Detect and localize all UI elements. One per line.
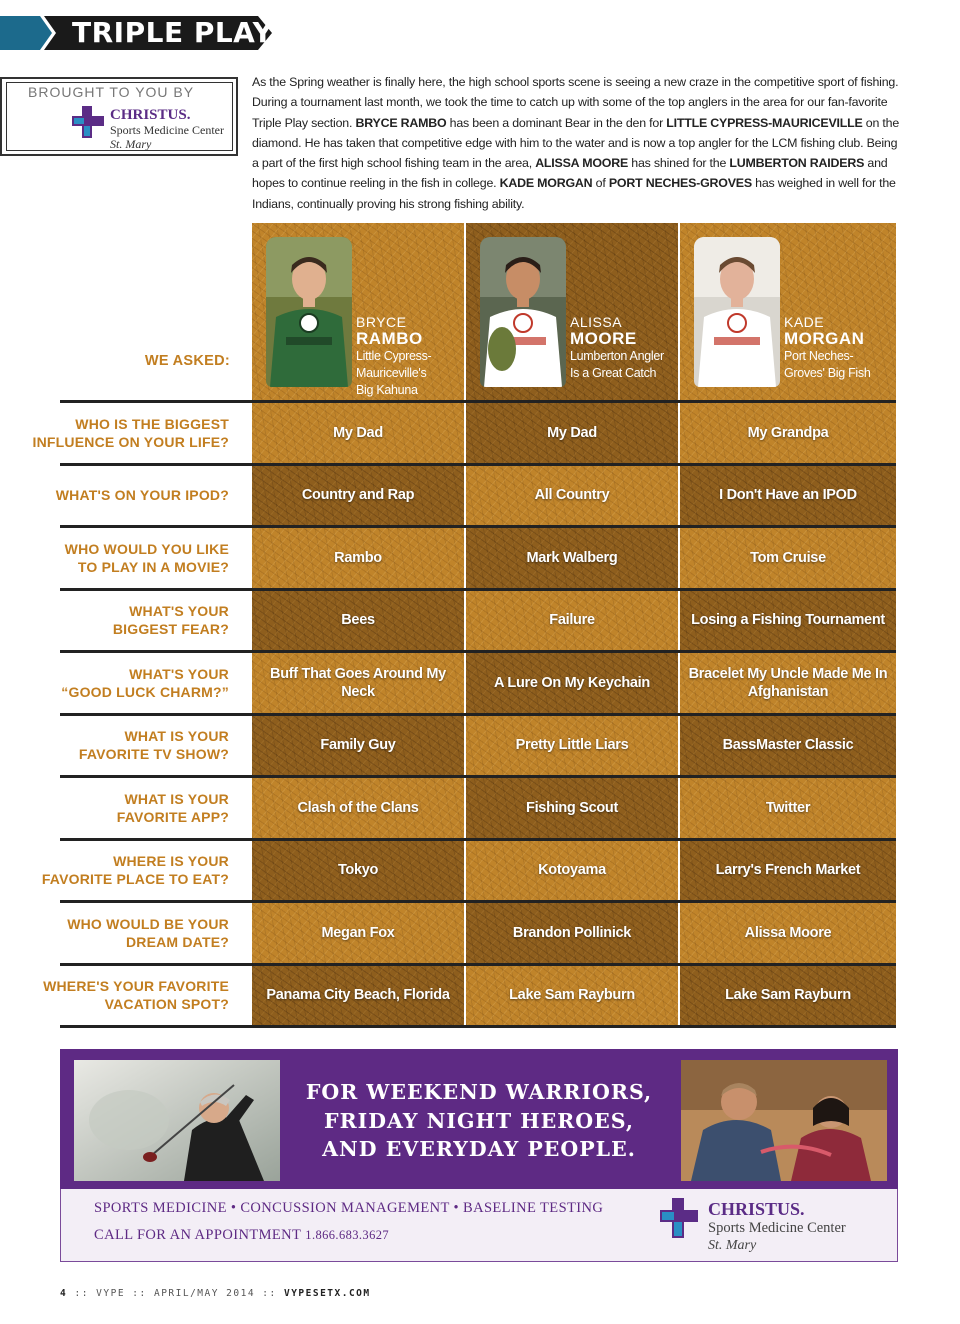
- answer-cell: My Dad: [466, 403, 678, 463]
- brought-to-you-by: BROUGHT TO YOU BY: [28, 84, 195, 100]
- row-divider: [60, 588, 896, 591]
- name-bryce: BRYCE RAMBO: [355, 115, 447, 130]
- player-last-name: MORGAN: [784, 329, 865, 348]
- page-footer: 4 :: VYPE :: APRIL/MAY 2014 :: VYPESETX.COM: [60, 1288, 371, 1299]
- question-label: WHO WOULD BE YOUR DREAM DATE?: [67, 915, 229, 950]
- player-name-block: [570, 315, 664, 381]
- name-alissa: ALISSA MOORE: [535, 156, 629, 171]
- answer-cell: My Grandpa: [680, 403, 896, 463]
- player-first-name: KADE: [784, 314, 825, 330]
- answer-cell: Bracelet My Uncle Made Me In Afghanistan: [680, 653, 896, 713]
- player-description-line: Port Neches-: [784, 349, 854, 363]
- player-first-name: BRYCE: [356, 314, 407, 330]
- answer-cell: Clash of the Clans: [252, 778, 464, 838]
- answer-cell: Panama City Beach, Florida: [252, 966, 464, 1026]
- answer-cell: Family Guy: [252, 716, 464, 776]
- player-description-line: Groves' Big Fish: [784, 366, 871, 380]
- ad-call-line: CALL FOR AN APPOINTMENT 1.866.683.3627: [94, 1227, 390, 1243]
- player-first-name: ALISSA: [570, 314, 623, 330]
- player-description-line: Lumberton Angler: [570, 349, 664, 363]
- school-lumberton: LUMBERTON RAIDERS: [729, 156, 865, 171]
- magazine-name: VYPE: [96, 1288, 126, 1299]
- answer-cell: Losing a Fishing Tournament: [680, 591, 896, 651]
- page-number: 4: [60, 1288, 68, 1299]
- answer-cell: Bees: [252, 591, 464, 651]
- issue-date: APRIL/MAY 2014: [153, 1288, 256, 1299]
- answers-grid: [252, 223, 896, 1025]
- answer-cell: All Country: [466, 466, 678, 526]
- question-label: WHERE IS YOUR FAVORITE PLACE TO EAT?: [41, 853, 229, 888]
- answer-cell: Lake Sam Rayburn: [466, 966, 678, 1026]
- question-label: WHO IS THE BIGGEST INFLUENCE ON YOUR LIFE?: [32, 415, 229, 450]
- answer-cell: Buff That Goes Around My Neck: [252, 653, 464, 713]
- player-photo: [266, 237, 352, 387]
- player-name-block: [784, 315, 871, 381]
- player-description-line: Big Kahuna: [356, 383, 418, 397]
- christus-cross-icon-large: [660, 1198, 700, 1238]
- ad-headline: FOR WEEKEND WARRIORS, FRIDAY NIGHT HEROES, AND EVERYDAY PEOPLE.: [305, 1080, 653, 1161]
- row-divider: [60, 713, 896, 716]
- answer-cell: Rambo: [252, 528, 464, 588]
- row-divider: [60, 775, 896, 778]
- player-photo: [694, 237, 780, 387]
- row-divider: [60, 963, 896, 966]
- school-png: PORT NECHES-GROVES: [608, 176, 752, 191]
- grid-bottom-divider: [60, 1025, 896, 1028]
- sponsor-brand: CHRISTUS.: [110, 107, 191, 123]
- row-divider: [60, 838, 896, 841]
- ad-brand: CHRISTUS.: [708, 1199, 805, 1219]
- we-asked-label: WE ASKED:: [144, 353, 230, 369]
- ad-services: SPORTS MEDICINE • CONCUSSION MANAGEMENT • BASELINE TESTING: [94, 1200, 604, 1216]
- question-label: WHERE'S YOUR FAVORITE VACATION SPOT?: [43, 978, 229, 1013]
- answer-cell: Lake Sam Rayburn: [680, 966, 896, 1026]
- row-divider: [60, 400, 896, 403]
- answer-cell: Fishing Scout: [466, 778, 678, 838]
- player-last-name: MOORE: [570, 329, 637, 348]
- ad-phone: 1.866.683.3627: [305, 1228, 390, 1242]
- row-divider: [60, 650, 896, 653]
- question-label: WHAT IS YOUR FAVORITE TV SHOW?: [78, 728, 229, 763]
- answer-cell: BassMaster Classic: [680, 716, 896, 776]
- sponsor-subtitle: Sports Medicine Center: [110, 123, 224, 137]
- golfer-photo: [74, 1060, 280, 1181]
- sponsor-location: St. Mary: [110, 137, 152, 151]
- answer-cell: Larry's French Market: [680, 841, 896, 901]
- answer-cell: Pretty Little Liars: [466, 716, 678, 776]
- school-lcm: LITTLE CYPRESS-MAURICEVILLE: [666, 115, 863, 130]
- question-label: WHAT'S ON YOUR IPOD?: [55, 487, 229, 504]
- question-label: WHAT IS YOUR FAVORITE APP?: [116, 790, 229, 825]
- section-title: TRIPLE PLAY: [72, 16, 274, 49]
- ad-location: St. Mary: [708, 1238, 757, 1253]
- ad-subtitle: Sports Medicine Center: [708, 1220, 846, 1236]
- player-photo: [480, 237, 566, 387]
- player-description-line: Little Cypress-: [356, 349, 432, 363]
- answer-cell: Twitter: [680, 778, 896, 838]
- answer-cell: I Don't Have an IPOD: [680, 466, 896, 526]
- answer-cell: Tokyo: [252, 841, 464, 901]
- answer-cell: Mark Walberg: [466, 528, 678, 588]
- answer-cell: A Lure On My Keychain: [466, 653, 678, 713]
- row-divider: [60, 525, 896, 528]
- website: VYPESETX.COM: [283, 1288, 371, 1299]
- question-label: WHAT'S YOUR BIGGEST FEAR?: [112, 603, 229, 638]
- question-label: WHO WOULD YOU LIKE TO PLAY IN A MOVIE?: [64, 540, 229, 575]
- intro-paragraph: As the Spring weather is finally here, the high school sports scene is seeing a new craze in the competitive sport of fishing. During a tournament last month, we took the time to catch up with some of the top anglers in the area for our fan-favorite Triple Play section. BRYCE RAMBO has been a dominant Bear in the den for LITTLE CYPRESS-MAURICEVILLE on the diamond. He has taken that competitive edge with him to the water and is now a top angler for the LCM fishing club. Being a part of the first high school fishing team in the area, ALISSA MOORE has shined for the LUMBERTON RAIDERS and hopes to continue reeling in the fish in college. KADE MORGAN of PORT NECHES-GROVES has weighed in well for the Indians, continually proving his strong fishing ability.: [252, 75, 900, 211]
- answer-cell: Country and Rap: [252, 466, 464, 526]
- answer-cell: Kotoyama: [466, 841, 678, 901]
- answer-cell: Tom Cruise: [680, 528, 896, 588]
- player-description-line: Mauriceville's: [356, 366, 427, 380]
- answer-cell: My Dad: [252, 403, 464, 463]
- answer-cell: Failure: [466, 591, 678, 651]
- answer-cell: Brandon Pollinick: [466, 903, 678, 963]
- question-label: WHAT'S YOUR “GOOD LUCK CHARM?”: [61, 665, 229, 700]
- player-last-name: RAMBO: [356, 329, 423, 348]
- name-kade: KADE MORGAN: [499, 176, 593, 191]
- answer-cell: Megan Fox: [252, 903, 464, 963]
- row-divider: [60, 463, 896, 466]
- answer-cell: Alissa Moore: [680, 903, 896, 963]
- row-divider: [60, 900, 896, 903]
- christus-cross-icon: [72, 106, 106, 138]
- therapy-photo: [681, 1060, 887, 1181]
- player-description-line: Is a Great Catch: [570, 366, 657, 380]
- player-name-block: [356, 315, 431, 398]
